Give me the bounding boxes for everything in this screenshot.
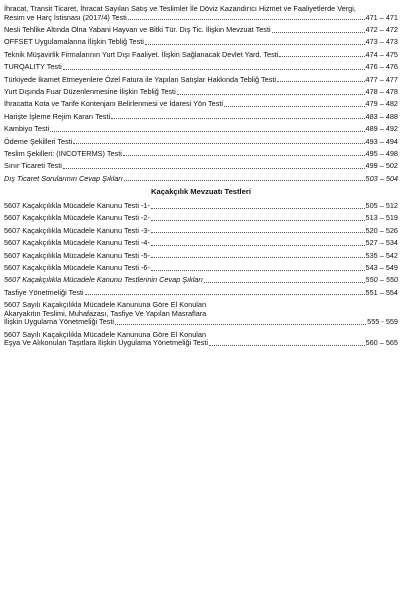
toc-entry-pages: 527 – 534	[365, 238, 398, 248]
toc-list-smuggling	[4, 202, 398, 348]
toc-entry-row	[4, 252, 398, 261]
toc-entry-title: Kambiyo Testi	[4, 124, 50, 134]
toc-entry-title: Teknik Müşavirlik Firmalarının Yurt Dışı Faaliyet. İlişkin Sağlanacak Devlet Yard. Testi	[4, 49, 279, 59]
toc-entry-row	[4, 264, 398, 273]
toc-entry	[4, 239, 398, 248]
dot-leader	[209, 345, 365, 346]
toc-entry-row	[4, 339, 398, 348]
dot-leader	[279, 56, 364, 57]
toc-entry-row	[4, 76, 398, 85]
toc-entry	[4, 76, 398, 85]
toc-entry-pages: 520 – 526	[365, 225, 398, 235]
dot-leader	[63, 168, 365, 169]
dot-leader	[277, 81, 365, 82]
toc-entry	[4, 150, 398, 159]
toc-entry	[4, 26, 398, 35]
toc-entry	[4, 301, 398, 327]
toc-entry-pages: 471 – 471	[365, 12, 398, 22]
toc-entry-title: Nesli Tehlike Altında Olna Yabani Hayvan ve Bitki Tür. Dış Tic. İlişkin Mevzuat Testi	[4, 24, 271, 34]
dot-leader	[123, 155, 365, 156]
dot-leader	[73, 143, 364, 144]
toc-entry-title: Resim ve Harç İstisnası (2017/4) Testi	[4, 12, 127, 22]
toc-entry-title: TURQALITY Testi	[4, 62, 62, 72]
toc-entry-pages: 483 – 488	[365, 111, 398, 121]
toc-entry-pages: 472 – 472	[365, 24, 398, 34]
toc-entry-pages: 489 – 492	[365, 124, 398, 134]
toc-entry-pages: 477 – 477	[365, 74, 398, 84]
toc-entry-pages: 513 – 519	[365, 213, 398, 223]
toc-entry-pages: 478 – 478	[365, 86, 398, 96]
toc-entry-line: İhracat, Transit Ticaret, İhracat Sayılan Satış ve Teslimler İle Döviz Kazandırıcı Hizmet ve Faaliyetlerde Vergi,	[4, 4, 356, 13]
toc-entry-title: 5607 Kaçakçılıkla Mücadele Kanunu Testi -5-	[4, 250, 150, 260]
dot-leader	[63, 69, 365, 70]
toc-entry-pages: 505 – 512	[365, 201, 398, 211]
toc-entry-title: Yurt Dışında Fuar Düzenlenmesine İlişkin Tebliğ Testi	[4, 86, 176, 96]
toc-entry-row	[4, 162, 398, 171]
toc-entry-pages: 555 - 559	[367, 317, 398, 327]
toc-entry-title: 5607 Kaçakçılıkla Mücadele Kanunu Testi -4-	[4, 238, 150, 248]
toc-entry	[4, 125, 398, 134]
toc-entry-row	[4, 214, 398, 223]
toc-entry-title: Dış Ticaret Sorularının Cevap Şıkları	[4, 173, 123, 183]
dot-leader	[124, 180, 365, 181]
toc-entry	[4, 5, 398, 22]
toc-entry-title: Sınır Ticareti Testi	[4, 161, 62, 171]
toc-entry-title: 5607 Kaçakçılıkla Mücadele Kanunu Testlerinin Cevap Şıkları	[4, 275, 203, 285]
toc-entry-line: Akaryakıtın Teslimi, Muhafazası, Tasfiye Ve Yapılan Masraflara	[4, 308, 207, 318]
toc-entry-title: 5607 Kaçakçılıkla Mücadele Kanunu Testi -2-	[4, 213, 150, 223]
dot-leader	[204, 282, 365, 283]
dot-leader	[224, 106, 365, 107]
dot-leader	[151, 245, 365, 246]
dot-leader	[177, 94, 365, 95]
toc-entry-pages: 493 – 494	[365, 136, 398, 146]
toc-entry-title: İhracatta Kota ve Tarife Kontenjanı Belirlenmesi ve İdaresi Yön Testi	[4, 99, 224, 109]
toc-entry-title: Tasfiye Yönetmeliği Testi	[4, 287, 84, 297]
toc-entry	[4, 162, 398, 171]
dot-leader	[128, 19, 365, 20]
toc-entry	[4, 113, 398, 122]
toc-entry	[4, 38, 398, 47]
toc-entry	[4, 252, 398, 261]
section-heading: Kaçakçılık Mevzuatı Testleri	[151, 187, 251, 197]
toc-entry	[4, 214, 398, 223]
toc-entry-title: Ödeme Şekilleri Testi	[4, 136, 73, 146]
toc-entry-row	[4, 289, 398, 298]
dot-leader	[151, 208, 365, 209]
toc-entry-row	[4, 88, 398, 97]
toc-entry-pages: 550 – 550	[365, 275, 398, 285]
toc-entry-row	[4, 125, 398, 134]
toc-entry-pages: 479 – 482	[365, 99, 398, 109]
toc-entry-title: İlişkin Uygulama Yönetmeliği Testi	[4, 317, 115, 327]
toc-entry	[4, 138, 398, 147]
toc-entry-row	[4, 175, 398, 184]
toc-entry-title: Harişte İşleme Rejim Kararı Testi	[4, 111, 111, 121]
toc-entry-pages: 495 – 498	[365, 148, 398, 158]
toc-entry-pages: 543 – 549	[365, 263, 398, 273]
toc-entry-pages: 503 – 504	[365, 173, 398, 183]
toc-entry-row	[4, 276, 398, 285]
toc-entry-pages: 499 – 502	[365, 161, 398, 171]
toc-entry	[4, 63, 398, 72]
toc-entry-line: 5607 Sayılı Kaçakçılıkla Mücadele Kanununa Göre El Konulan	[4, 300, 207, 310]
toc-entry-row	[4, 138, 398, 147]
toc-entry-title: OFFSET Uygulamalarına İlişkin Tebliğ Testi	[4, 37, 144, 47]
toc-entry-pages: 476 – 476	[365, 62, 398, 72]
toc-entry	[4, 289, 398, 298]
dot-leader	[151, 232, 365, 233]
dot-leader	[115, 324, 366, 325]
toc-entry-line: 5607 Sayılı Kaçakçılıkla Mücadele Kanununa Göre El Konulan	[4, 329, 207, 339]
toc-entry-title: 5607 Kaçakçılıkla Mücadele Kanunu Testi -6-	[4, 263, 150, 273]
table-of-contents	[4, 5, 398, 352]
dot-leader	[50, 131, 364, 132]
toc-entry-pages: 474 – 475	[365, 49, 398, 59]
toc-entry-pages: 551 – 554	[365, 287, 398, 297]
toc-entry-row	[4, 100, 398, 109]
toc-entry-row	[4, 318, 398, 327]
dot-leader	[111, 118, 364, 119]
dot-leader	[151, 220, 365, 221]
toc-entry	[4, 51, 398, 60]
toc-entry-title: Eşya Ve Alıkonulan Taşıtlara İlişkin Uygulama Yönetmeliği Testi	[4, 338, 209, 348]
toc-entry-row	[4, 51, 398, 60]
dot-leader	[151, 270, 365, 271]
dot-leader	[151, 257, 365, 258]
toc-entry	[4, 276, 398, 285]
toc-entry-pages: 535 – 542	[365, 250, 398, 260]
toc-entry-title: Teslim Şekilleri: (INCOTERMS) Testi	[4, 148, 122, 158]
dot-leader	[145, 44, 365, 45]
toc-entry-row	[4, 202, 398, 211]
toc-entry	[4, 175, 398, 184]
dot-leader	[272, 32, 365, 33]
toc-entry-row	[4, 63, 398, 72]
toc-entry	[4, 331, 398, 348]
toc-entry-row	[4, 150, 398, 159]
toc-entry-row	[4, 14, 398, 23]
toc-entry-pages: 473 – 473	[365, 37, 398, 47]
toc-entry-title: 5607 Kaçakçılıkla Mücadele Kanunu Testi -1-	[4, 201, 150, 211]
toc-entry-row	[4, 239, 398, 248]
toc-entry	[4, 264, 398, 273]
toc-entry-row	[4, 113, 398, 122]
toc-entry-title: 5607 Kaçakçılıkla Mücadele Kanunu Testi -3-	[4, 225, 150, 235]
toc-entry	[4, 202, 398, 211]
toc-list-foreign-trade	[4, 5, 398, 183]
dot-leader	[85, 294, 365, 295]
toc-entry	[4, 100, 398, 109]
toc-entry-row	[4, 227, 398, 236]
toc-entry-title: Türkiyede İkamet Etmeyenlere Özel Fatura ile Yapılan Satışlar Hakkında Tebliğ Testi	[4, 74, 277, 84]
toc-entry-pages: 560 – 565	[365, 338, 398, 348]
toc-entry	[4, 88, 398, 97]
toc-entry-row	[4, 26, 398, 35]
toc-entry-row	[4, 38, 398, 47]
toc-entry	[4, 227, 398, 236]
